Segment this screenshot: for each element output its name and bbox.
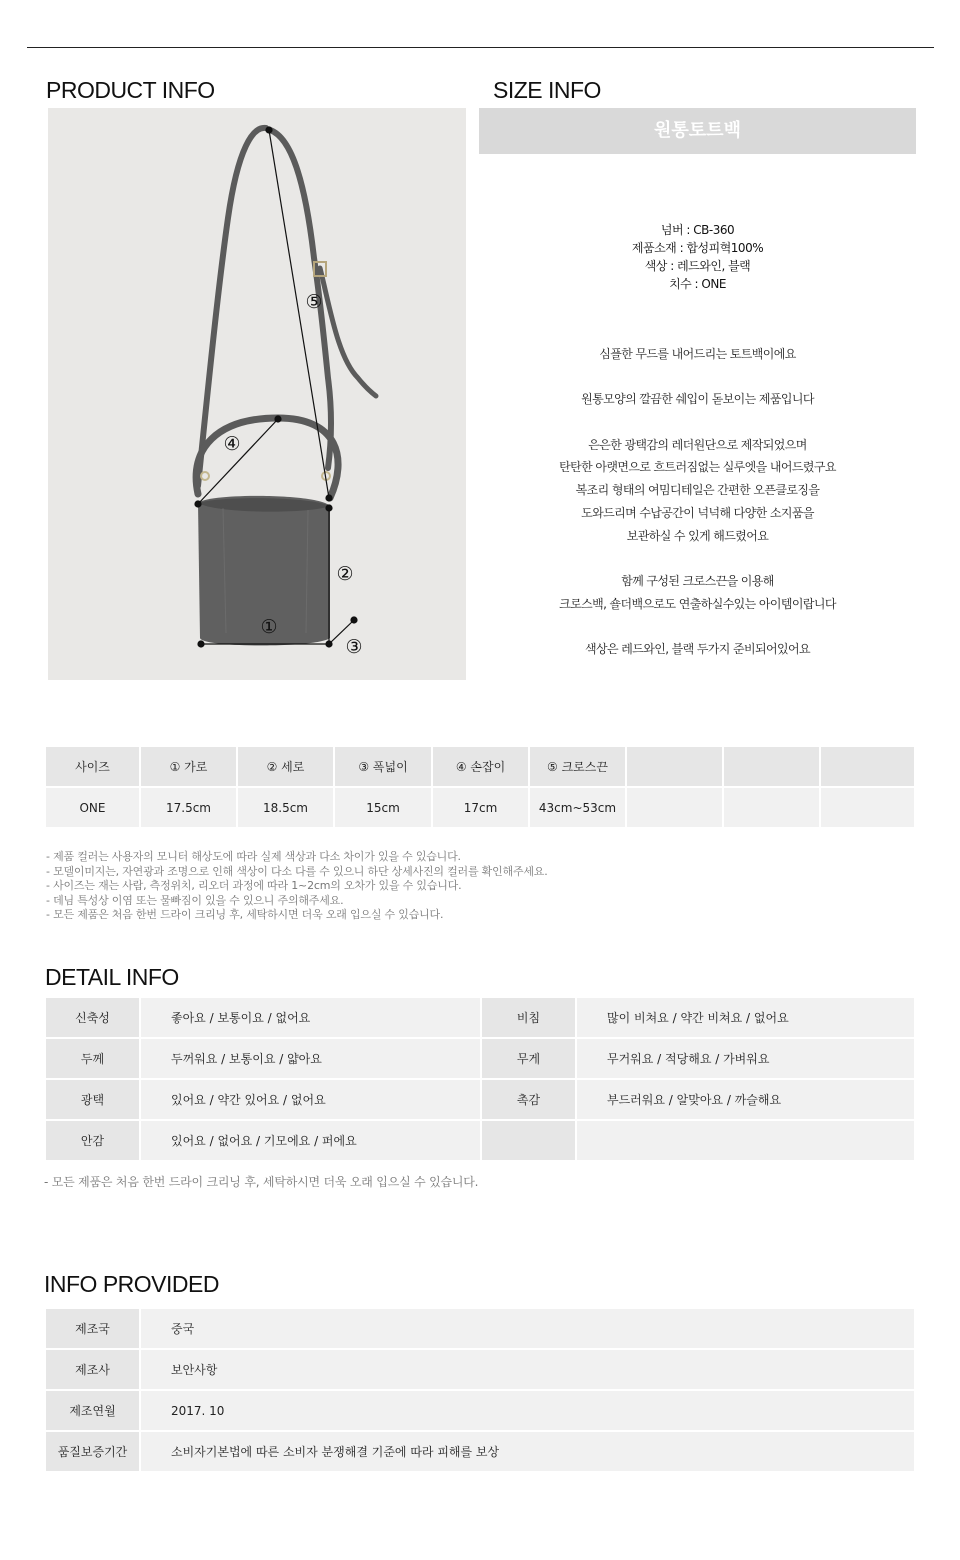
description-line	[479, 411, 916, 434]
marker-5: ⑤	[305, 291, 323, 313]
size-header-cell	[820, 746, 915, 787]
size-cell: 17cm	[432, 787, 529, 828]
table-row	[45, 787, 915, 828]
description-line: 보관하실 수 있게 해드렸어요	[626, 528, 769, 543]
provided-label: 제조국	[45, 1308, 140, 1349]
detail-label: 무게	[481, 1038, 576, 1079]
detail-label: 비침	[481, 997, 576, 1038]
size-table-header-row	[45, 746, 915, 787]
detail-value: 있어요 / 약간 있어요 / 없어요	[140, 1079, 481, 1120]
detail-label: 두께	[45, 1038, 140, 1079]
detail-value	[576, 1120, 915, 1161]
table-row	[45, 1308, 915, 1349]
table-row	[45, 1390, 915, 1431]
description-line: 크로스백, 숄더백으로도 연출하실수있는 아이템이랍니다	[559, 596, 836, 611]
description-line: 함께 구성된 크로스끈을 이용해	[621, 573, 774, 588]
provided-table	[44, 1307, 916, 1473]
table-row	[45, 1431, 915, 1472]
description-line	[479, 547, 916, 570]
size-note: - 데님 특성상 이염 또는 물빠짐이 있을 수 있으니 주의해주세요.	[46, 893, 344, 907]
detail-value: 무거워요 / 적당해요 / 가벼워요	[576, 1038, 915, 1079]
size-cell: 15cm	[334, 787, 432, 828]
product-description	[479, 343, 916, 661]
detail-label	[481, 1120, 576, 1161]
detail-value: 두꺼워요 / 보통이요 / 얇아요	[140, 1038, 481, 1079]
size-header-cell: ① 가로	[140, 746, 237, 787]
detail-value: 많이 비쳐요 / 약간 비쳐요 / 없어요	[576, 997, 915, 1038]
detail-label: 신축성	[45, 997, 140, 1038]
marker-1: ①	[260, 616, 278, 638]
description-line: 색상은 레드와인, 블랙 두가지 준비되어있어요	[585, 641, 810, 656]
size-cell	[723, 787, 820, 828]
provided-value: 보안사항	[140, 1349, 915, 1390]
table-row	[45, 1038, 915, 1079]
description-line: 원통모양의 깔끔한 쉐입이 돋보이는 제품입니다	[581, 392, 814, 407]
marker-3: ③	[345, 636, 363, 658]
size-notes	[46, 850, 548, 923]
marker-2: ②	[336, 563, 354, 585]
detail-label: 안감	[45, 1120, 140, 1161]
provided-label: 제조사	[45, 1349, 140, 1390]
detail-info-heading: DETAIL INFO	[45, 964, 179, 990]
provided-value: 중국	[140, 1308, 915, 1349]
detail-value: 있어요 / 없어요 / 기모에요 / 퍼에요	[140, 1120, 481, 1161]
marker-4: ④	[223, 433, 241, 455]
size-cell	[626, 787, 723, 828]
top-divider	[27, 47, 934, 48]
provided-label: 제조연월	[45, 1390, 140, 1431]
size-header-cell: 사이즈	[45, 746, 140, 787]
description-line: 심플한 무드를 내어드리는 토트백이에요	[599, 347, 796, 361]
provided-value: 소비자기본법에 따른 소비자 분쟁해결 기준에 따라 피해를 보상	[140, 1431, 915, 1472]
size-header-cell: ③ 폭넓이	[334, 746, 432, 787]
spec-number: 넘버 : CB-360	[660, 223, 735, 237]
description-line: 탄탄한 아랫면으로 흐트러짐없는 실루엣을 내어드렸구요	[559, 460, 836, 475]
detail-value: 좋아요 / 보통이요 / 없어요	[140, 997, 481, 1038]
size-cell: 18.5cm	[237, 787, 334, 828]
size-header-cell: ⑤ 크로스끈	[529, 746, 626, 787]
spec-size: 치수 : ONE	[669, 277, 726, 291]
size-cell	[820, 787, 915, 828]
size-table	[44, 745, 916, 829]
detail-label: 촉감	[481, 1079, 576, 1120]
size-note: - 모델이미지는, 자연광과 조명으로 인해 색상이 다소 다를 수 있으니 하단 상세사진의 컬러를 확인해주세요.	[46, 864, 548, 878]
size-note: - 사이즈는 재는 사람, 측정위치, 리오더 과정에 따라 1~2cm의 오차가 있을 수 있습니다.	[46, 879, 462, 893]
size-header-cell: ④ 손잡이	[432, 746, 529, 787]
description-line: 은은한 광택감의 레더원단으로 제작되었으며	[588, 437, 807, 452]
size-cell: ONE	[45, 787, 140, 828]
detail-label: 광택	[45, 1079, 140, 1120]
provided-label: 품질보증기간	[45, 1431, 140, 1472]
size-header-cell: ② 세로	[237, 746, 334, 787]
product-name-bar: 원통토트백	[479, 108, 916, 154]
table-row	[45, 1079, 915, 1120]
spec-material: 제품소재 : 합성피혁100%	[631, 241, 764, 255]
detail-table	[44, 996, 916, 1162]
size-info-heading: SIZE INFO	[493, 77, 601, 103]
provided-value: 2017. 10	[140, 1390, 915, 1431]
product-photo	[48, 108, 466, 680]
size-header-cell	[723, 746, 820, 787]
size-header-cell	[626, 746, 723, 787]
size-note: - 모든 제품은 처음 한번 드라이 크리닝 후, 세탁하시면 더욱 오래 입으실 수 있습니다.	[46, 908, 444, 922]
size-cell: 43cm~53cm	[529, 787, 626, 828]
product-info-heading: PRODUCT INFO	[46, 77, 215, 103]
size-note: - 제품 컬러는 사용자의 모니터 해상도에 따라 실제 색상과 다소 차이가 있을 수 있습니다.	[46, 850, 461, 863]
description-line	[479, 366, 916, 389]
spec-color: 색상 : 레드와인, 블랙	[644, 259, 751, 273]
description-line: 도와드리며 수납공간이 넉넉해 다양한 소지품을	[581, 505, 814, 520]
size-cell: 17.5cm	[140, 787, 237, 828]
table-row	[45, 1120, 915, 1161]
description-line	[479, 615, 916, 638]
description-line: 복조리 형태의 여밈디테일은 간편한 오픈클로징을	[575, 483, 820, 498]
product-specs	[479, 221, 916, 293]
detail-value: 부드러워요 / 알맞아요 / 까슬해요	[576, 1079, 915, 1120]
detail-note: - 모든 제품은 처음 한번 드라이 크리닝 후, 세탁하시면 더욱 오래 입으실 수 있습니다.	[44, 1175, 479, 1189]
table-row	[45, 1349, 915, 1390]
info-provided-heading: INFO PROVIDED	[44, 1271, 219, 1297]
table-row	[45, 997, 915, 1038]
